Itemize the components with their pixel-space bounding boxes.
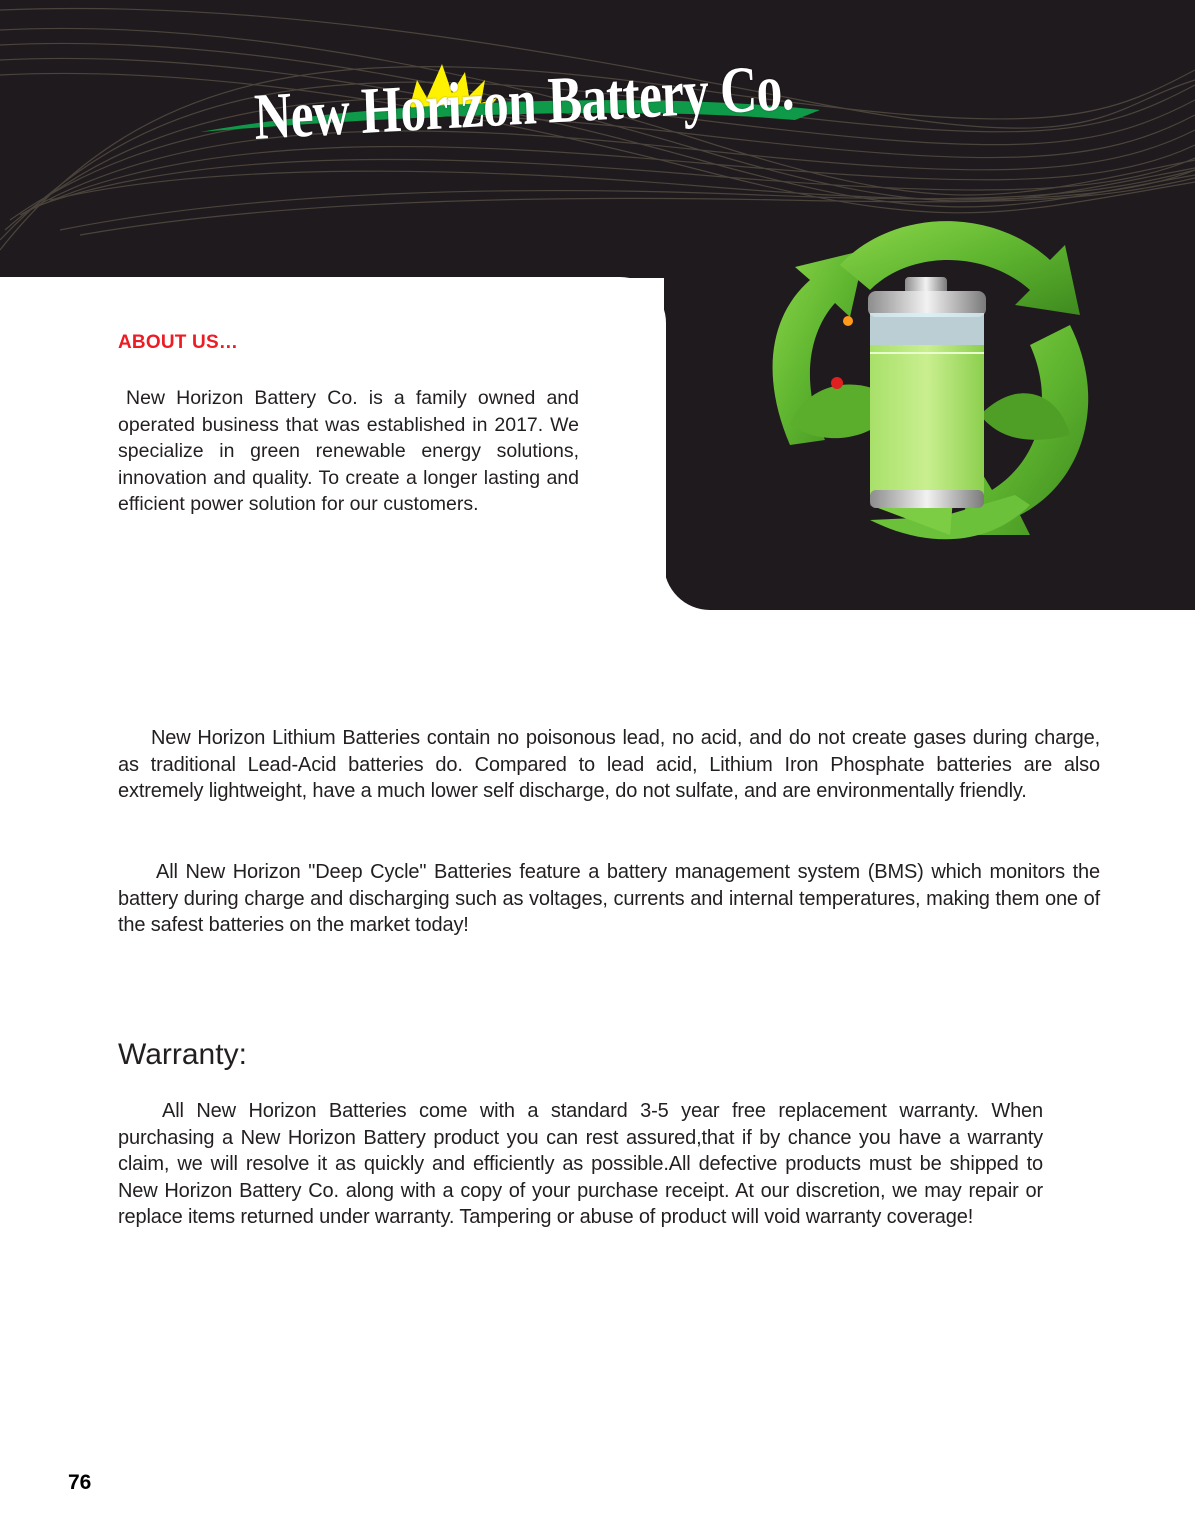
lithium-paragraph: New Horizon Lithium Batteries contain no poisonous lead, no acid, and do not create gases during charge, as traditional Lead-Acid batteries do. Compared to lead acid, Lithium Iron Phosphate batteries are also extremely lightweight, have a much lower self discharge, do not sulfate, and are environmentally friendly.: [118, 727, 1100, 803]
warranty-title: Warranty:: [118, 1038, 247, 1071]
about-heading: ABOUT US…: [118, 332, 239, 353]
ladybug-icon: [831, 377, 843, 389]
battery-icon: [868, 277, 986, 508]
page-number: 76: [68, 1471, 92, 1494]
about-body: New Horizon Battery Co. is a family owned and operated business that was established in 2017. We specialize in green renewable energy solutions, innovation and quality. To create a longer lasting and efficient power solution for our customers.: [118, 387, 579, 516]
bms-paragraph: All New Horizon "Deep Cycle" Batteries feature a battery management system (BMS) which monitors the battery during charge and discharging such as voltages, currents and internal temperatures, making them one of the safest batteries on the market today!: [118, 861, 1100, 937]
company-logo: [195, 50, 885, 178]
spark-icon: [843, 316, 853, 326]
warranty-paragraph: All New Horizon Batteries come with a standard 3-5 year free replacement warranty. When purchasing a New Horizon Battery product you can rest assured,that if by chance you have a warranty claim, we will resolve it as quickly and efficiently as possible.All defective products must be shipped to New Horizon Battery Co. along with a copy of your purchase receipt. At our discretion, we may repair or replace items returned under warranty. Tampering or abuse of product will void warranty coverage!: [118, 1100, 1043, 1229]
battery-recycle-illustration: [730, 205, 1125, 575]
company-name: New Horizon Battery Co.: [253, 50, 795, 154]
